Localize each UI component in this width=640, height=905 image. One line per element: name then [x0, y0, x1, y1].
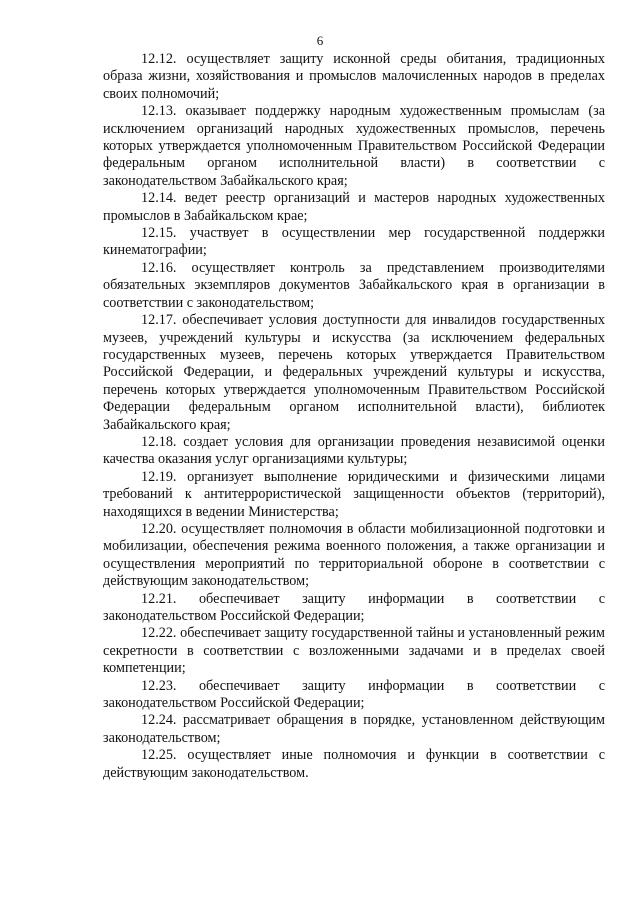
paragraph-12-17: 12.17. обеспечивает условия доступности для инвалидов государственных музеев, учреждений культуры и искусства (за исключением федеральных государственных музеев, перечень которых утверждается Правительством Российской Федерации, и федеральных учреждений культуры и искусства, перечень которых утверждается уполномоченным Правительством Российской Федерации федеральным органом исполнительной власти), библиотек Забайкальского края;: [103, 312, 605, 433]
paragraph-12-14: 12.14. ведет реестр организаций и мастеров народных художественных промыслов в Забайкальском крае;: [103, 190, 605, 224]
paragraph-12-12: 12.12. осуществляет защиту исконной среды обитания, традиционных образа жизни, хозяйствования и промыслов малочисленных народов в пределах своих полномочий;: [103, 51, 605, 102]
paragraph-12-18: 12.18. создает условия для организации проведения независимой оценки качества оказания услуг организациями культуры;: [103, 433, 605, 468]
page-number: 6: [316, 33, 324, 48]
paragraph-12-23: 12.23. обеспечивает защиту информации в соответствии с законодательством Российской Федерации;: [103, 677, 605, 712]
paragraph-12-13: 12.13. оказывает поддержку народным художественным промыслам (за исключением организаций народных художественных промыслов, перечень которых утверждается уполномоченным Правительством Российской Федерации федеральным органом исполнительной власти) в соответствии с законодательством Забайкальского края;: [103, 103, 605, 189]
paragraph-12-22: 12.22. обеспечивает защиту государственной тайны и установленный режим секретности в соответствии с возложенными задачами и в пределах своей компетенции;: [103, 625, 605, 677]
paragraph-12-25: 12.25. осуществляет иные полномочия и функции в соответствии с действующим законодательством.: [103, 747, 605, 781]
paragraph-12-21: 12.21. обеспечивает защиту информации в соответствии с законодательством Российской Федерации;: [103, 590, 605, 624]
paragraph-12-20: 12.20. осуществляет полномочия в области мобилизационной подготовки и мобилизации, обеспечения режима военного положения, а также организации и осуществления мероприятий по территориальной обороне в соответствии с действующим законодательством;: [103, 520, 605, 590]
paragraph-12-24: 12.24. рассматривает обращения в порядке, установленном действующим законодательством;: [103, 712, 605, 746]
paragraph-12-15: 12.15. участвует в осуществлении мер государственной поддержки кинематографии;: [103, 225, 605, 259]
paragraph-12-19: 12.19. организует выполнение юридическими и физическими лицами требований к антитеррористической защищенности объектов (территорий), находящихся в ведении Министерства;: [103, 468, 605, 520]
paragraph-12-16: 12.16. осуществляет контроль за представлением производителями обязательных экземпляров документов Забайкальского края в организации в соответствии с законодательством;: [103, 259, 605, 311]
document-body: [103, 51, 605, 782]
